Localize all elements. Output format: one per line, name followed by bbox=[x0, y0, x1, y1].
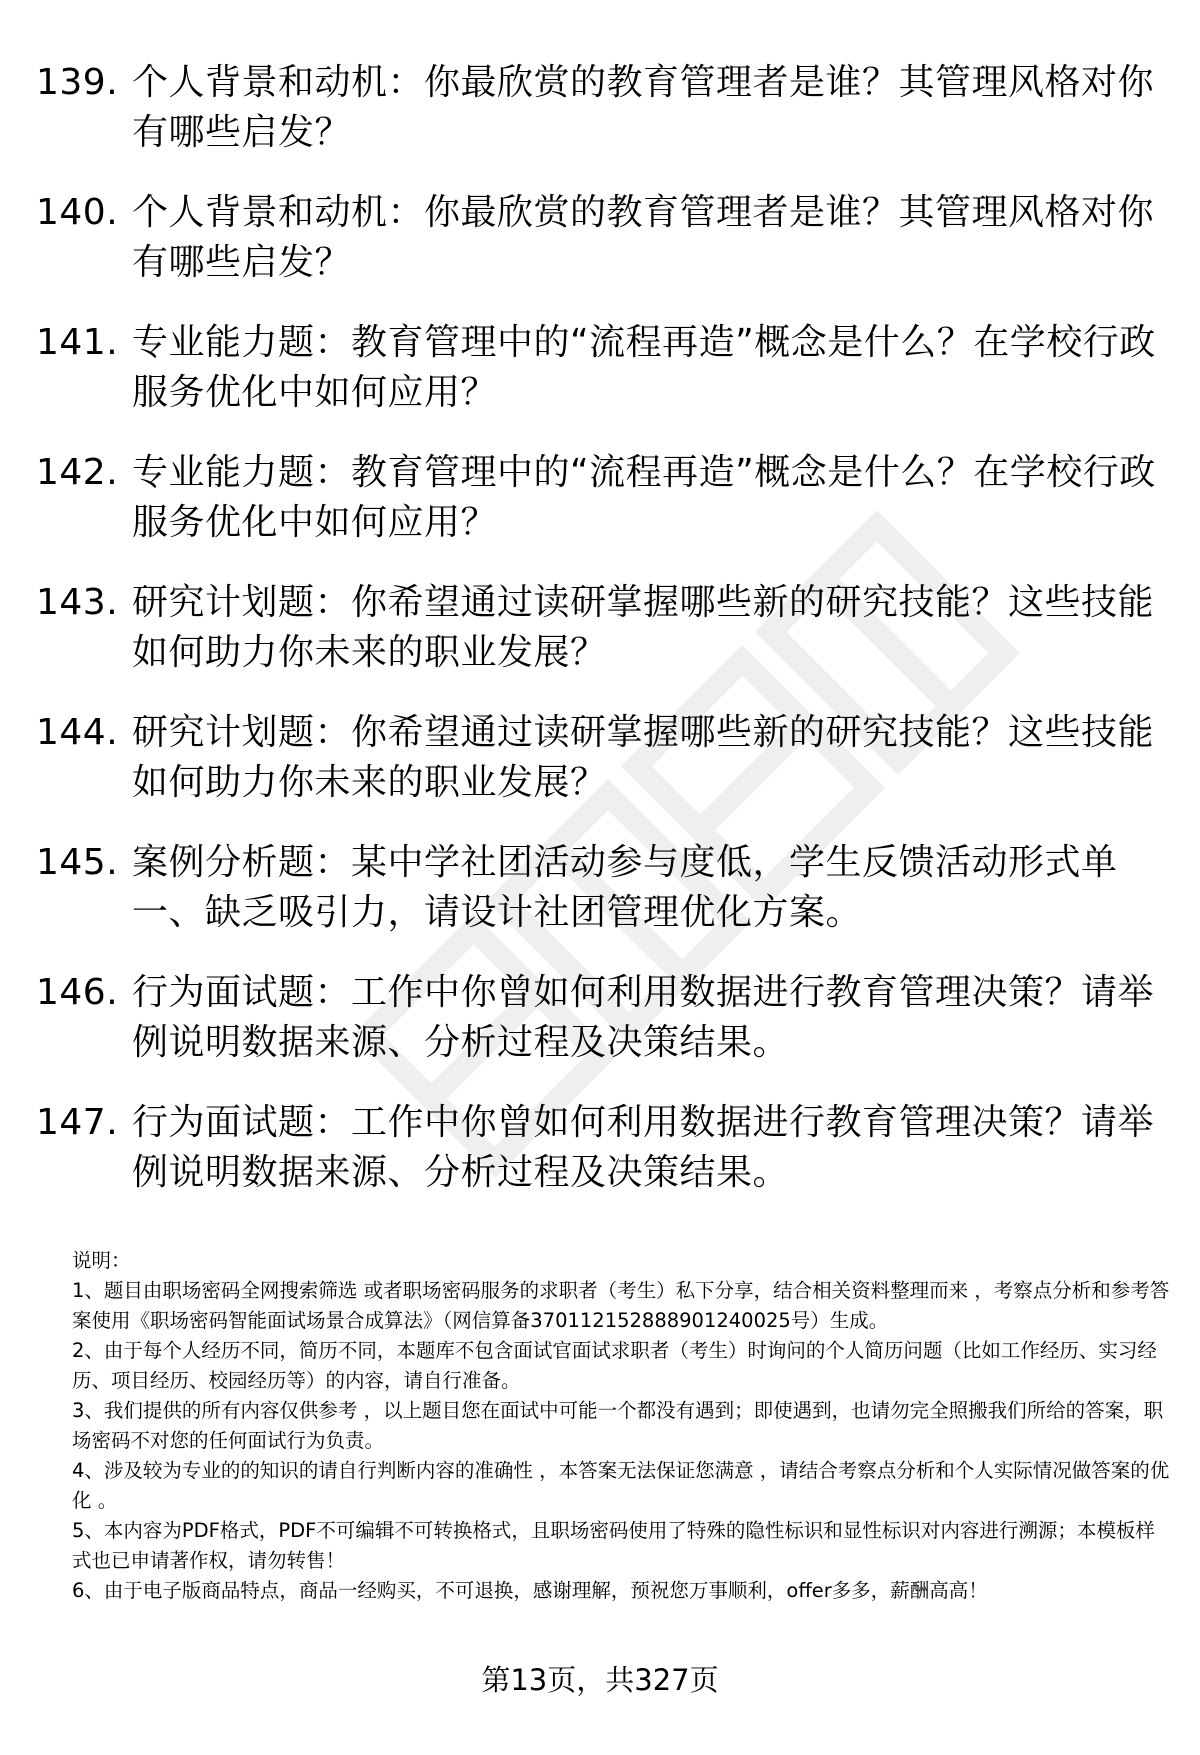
question-list bbox=[36, 58, 1176, 1228]
notes-section bbox=[72, 1246, 1172, 1606]
question-item bbox=[36, 968, 1176, 1068]
note-item: 3、我们提供的所有内容仅供参考 ，以上题目您在面试中可能一个都没有遇到；即使遇到，也请勿完全照搬我们所给的答案，职场密码不对您的任何面试行为负责。 bbox=[72, 1399, 1164, 1452]
question-text: 行为面试题：工作中你曾如何利用数据进行教育管理决策？请举例说明数据来源、分析过程及决策结果。 bbox=[132, 1102, 1155, 1193]
note-item: 4、涉及较为专业的的知识的请自行判断内容的准确性 ，本答案无法保证您满意 ，请结合考察点分析和个人实际情况做答案的优化 。 bbox=[72, 1459, 1170, 1512]
question-number: 142. bbox=[36, 452, 119, 493]
question-item bbox=[36, 188, 1176, 288]
note-item: 1、题目由职场密码全网搜索筛选 或者职场密码服务的求职者（考生）私下分享，结合相关资料整理而来 ，考察点分析和参考答案使用《职场密码智能面试场景合成算法》（网信算备370112152888901240025号）生成。 bbox=[72, 1279, 1170, 1332]
page-footer: 第13页，共327页 bbox=[481, 1663, 719, 1697]
question-item bbox=[36, 708, 1176, 808]
note-item: 2、由于每个人经历不同，简历不同，本题库不包含面试官面试求职者（考生）时询问的个人简历问题（比如工作经历、实习经历、项目经历、校园经历等）的内容，请自行准备。 bbox=[72, 1339, 1157, 1392]
question-text: 研究计划题：你希望通过读研掌握哪些新的研究技能？这些技能如何助力你未来的职业发展？ bbox=[132, 582, 1155, 673]
question-text: 案例分析题：某中学社团活动参与度低，学生反馈活动形式单一、缺乏吸引力，请设计社团管理优化方案。 bbox=[132, 842, 1118, 933]
question-number: 140. bbox=[36, 192, 119, 233]
notes-title: 说明： bbox=[72, 1249, 131, 1272]
question-number: 146. bbox=[36, 972, 119, 1013]
question-text: 行为面试题：工作中你曾如何利用数据进行教育管理决策？请举例说明数据来源、分析过程及决策结果。 bbox=[132, 972, 1155, 1063]
question-item bbox=[36, 1098, 1176, 1198]
question-number: 143. bbox=[36, 582, 119, 623]
question-item bbox=[36, 838, 1176, 938]
question-text: 个人背景和动机：你最欣赏的教育管理者是谁？其管理风格对你有哪些启发？ bbox=[132, 62, 1155, 153]
question-item bbox=[36, 318, 1176, 418]
note-item: 6、由于电子版商品特点，商品一经购买，不可退换，感谢理解，预祝您万事顺利，offer多多，薪酬高高！ bbox=[72, 1579, 988, 1602]
question-item bbox=[36, 448, 1176, 548]
question-number: 141. bbox=[36, 322, 119, 363]
question-text: 研究计划题：你希望通过读研掌握哪些新的研究技能？这些技能如何助力你未来的职业发展？ bbox=[132, 712, 1155, 803]
question-item bbox=[36, 58, 1176, 158]
question-number: 139. bbox=[36, 62, 119, 103]
question-number: 144. bbox=[36, 712, 119, 753]
question-number: 147. bbox=[36, 1102, 119, 1143]
question-text: 个人背景和动机：你最欣赏的教育管理者是谁？其管理风格对你有哪些启发？ bbox=[132, 192, 1155, 283]
question-item bbox=[36, 578, 1176, 678]
question-text: 专业能力题：教育管理中的“流程再造”概念是什么？在学校行政服务优化中如何应用？ bbox=[132, 322, 1156, 413]
note-item: 5、本内容为PDF格式，PDF不可编辑不可转换格式，且职场密码使用了特殊的隐性标识和显性标识对内容进行溯源；本模板样式也已申请著作权，请勿转售！ bbox=[72, 1519, 1155, 1572]
question-number: 145. bbox=[36, 842, 119, 883]
question-text: 专业能力题：教育管理中的“流程再造”概念是什么？在学校行政服务优化中如何应用？ bbox=[132, 452, 1156, 543]
